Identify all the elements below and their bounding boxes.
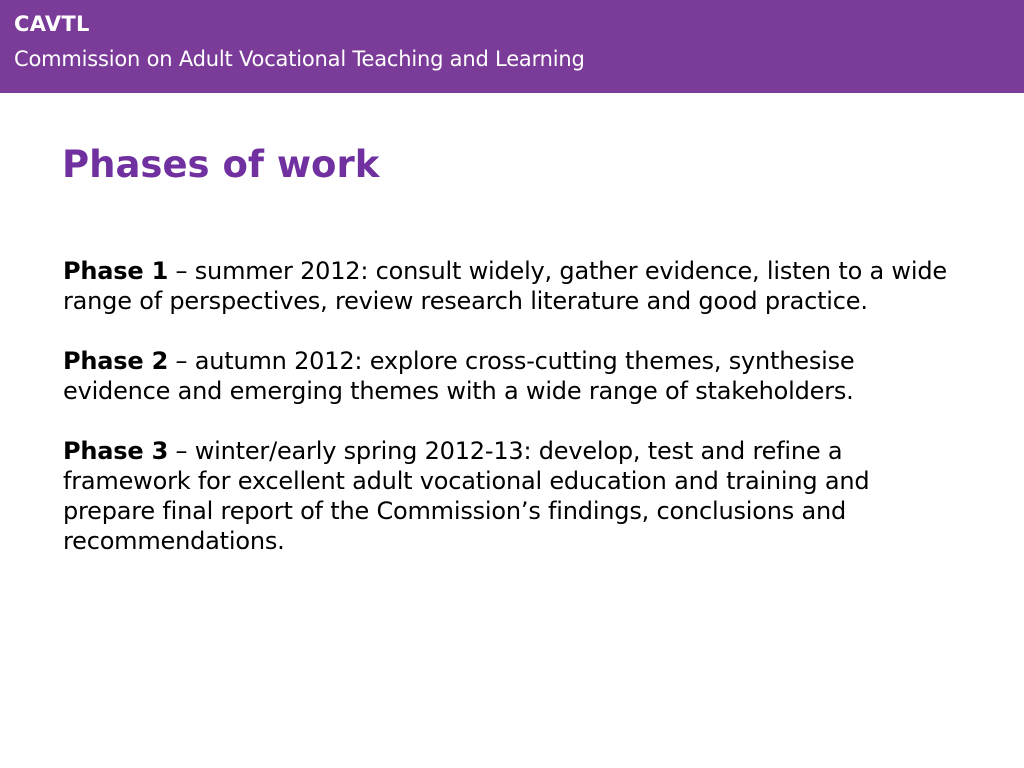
org-abbreviation: CAVTL bbox=[14, 12, 90, 36]
header-band bbox=[0, 0, 1024, 93]
phase-label: Phase 1 bbox=[63, 257, 169, 285]
phase-description: – winter/early spring 2012-13: develop, test and refine a framework for excellent adult vocational education and training and prepare final report of the Commission’s findings, conclusions and recommendations. bbox=[63, 437, 870, 555]
phase-description: – autumn 2012: explore cross-cutting themes, synthesise evidence and emerging themes with a wide range of stakeholders. bbox=[63, 347, 855, 405]
org-full-name: Commission on Adult Vocational Teaching and Learning bbox=[14, 47, 585, 71]
phase-label: Phase 3 bbox=[63, 437, 169, 465]
phase-item-2 bbox=[63, 346, 968, 406]
phase-item-3 bbox=[63, 436, 968, 556]
slide-title: Phases of work bbox=[62, 143, 380, 186]
phase-label: Phase 2 bbox=[63, 347, 169, 375]
phase-description: – summer 2012: consult widely, gather evidence, listen to a wide range of perspectives, review research literature and good practice. bbox=[63, 257, 947, 315]
phase-list bbox=[63, 256, 968, 586]
phase-item-1 bbox=[63, 256, 968, 316]
